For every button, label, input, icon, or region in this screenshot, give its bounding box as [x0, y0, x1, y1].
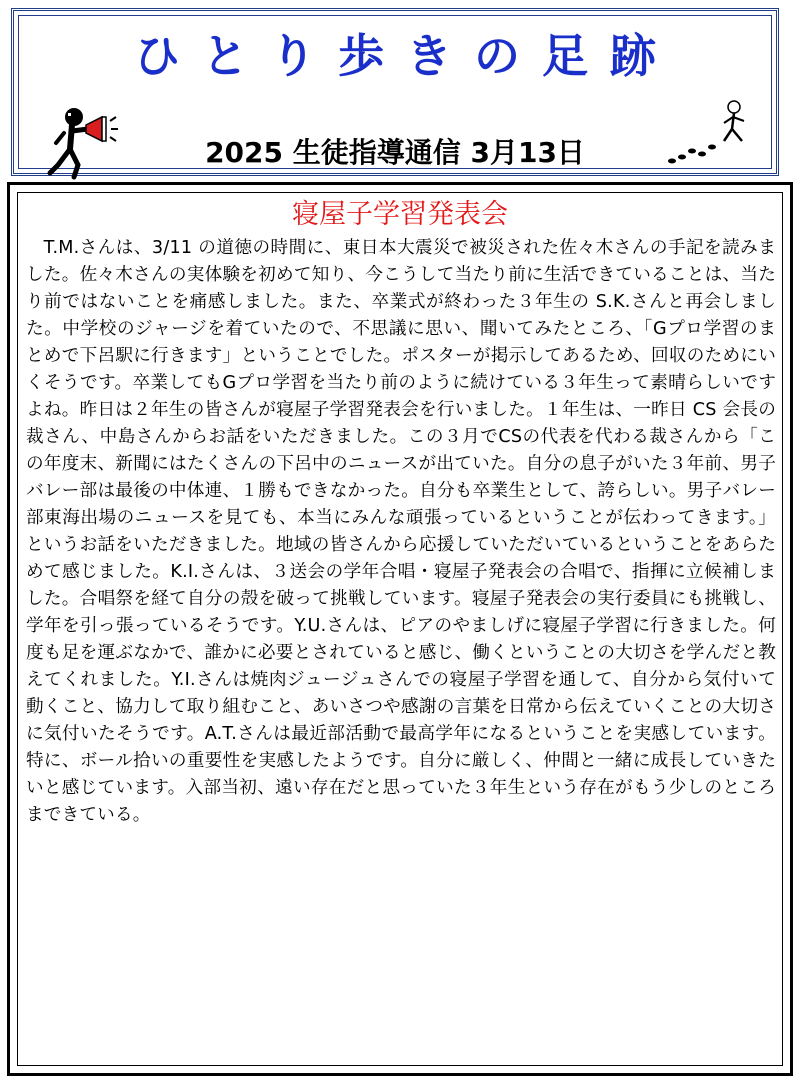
walking-stick-figure-footprints-icon: [662, 99, 762, 167]
article-title: 寝屋子学習発表会: [292, 199, 508, 230]
newsletter-header: [11, 8, 779, 176]
article-box: [7, 182, 793, 1076]
newsletter-title: ひとり歩きの足跡: [134, 29, 678, 83]
newsletter-subtitle: 2025 生徒指導通信 3月13日: [205, 136, 585, 169]
article-body: T.M.さんは、3/11 の道徳の時間に、東日本大震災で被災された佐々木さんの手記を読みました。佐々木さんの実体験を初めて知り、今こうして当たり前に生活できていることは、当たり前ではないことを痛感しました。また、卒業式が終わった３年生の S.K.さんと再会しました。中学校のジャージを着ていたので、不思議に思い、聞いてみたところ、「Gプロ学習のまとめで下呂駅に行きます」ということでした。ポスターが掲示してあるため、回収のためにいくそうです。卒業してもGプロ学習を当たり前のように続けている３年生って素晴らしいですよね。昨日は２年生の皆さんが寝屋子学習発表会を行いました。１年生は、一昨日 CS 会長の裁さん、中島さんからお話をいただきました。この３月でCSの代表を代わる裁さんから「この年度末、新聞にはたくさんの下呂中のニュースが出ていた。自分の息子がいた３年前、男子バレー部は最後の中体連、１勝もできなかった。自分も卒業生として、誇らしい。男子バレー部東海出場のニュースを見ても、本当にみんな頑張っているということが伝わってきます。」というお話をいただきました。地域の皆さんから応援していただいているということをあらためて感じました。K.I.さんは、３送会の学年合唱・寝屋子発表会の合唱で、指揮に立候補しました。合唱祭を経て自分の殻を破って挑戦しています。寝屋子発表会の実行委員にも挑戦し、学年を引っ張っているそうです。Y.U.さんは、ピアのやましげに寝屋子学習に行きました。何度も足を運ぶなかで、誰かに必要とされていると感じ、働くということの大切さを学んだと教えてくれました。Y.I.さんは焼肉ジュージュさんでの寝屋子学習を通して、自分から気付いて動くこと、協力して取り組むこと、あいさつや感謝の言葉を日常から伝えていくことの大切さに気付いたそうです。A.T.さんは最近部活動で最高学年になるということを実感しています。特に、ボール拾いの重要性を実感したようです。自分に厳しく、仲間と一緒に成長していきたいと感じています。入部当初、遠い存在だと思っていた３年生という存在がもう少しのところまできている。: [26, 238, 776, 825]
